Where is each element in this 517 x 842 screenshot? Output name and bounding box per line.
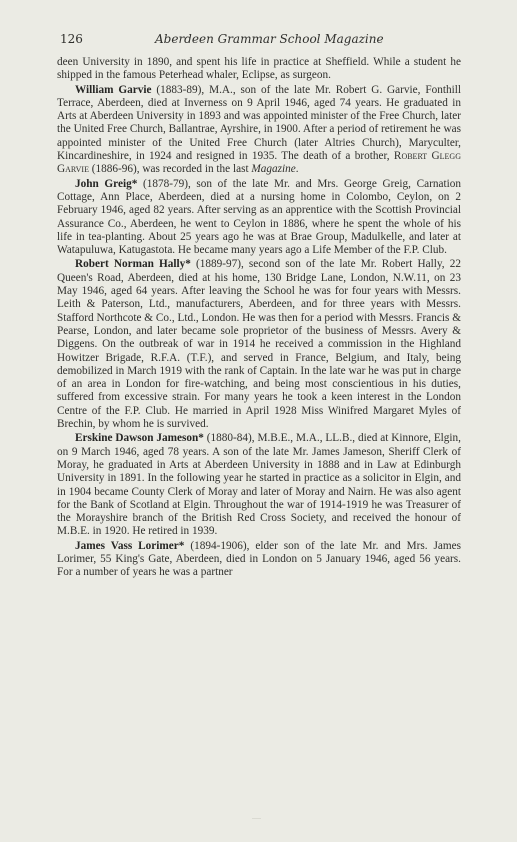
page-header [60, 32, 460, 52]
entry-text-after: (1886-96), was recorded in the last [88, 163, 252, 176]
page-mark: ― [252, 814, 261, 824]
obituary-entry-erskine-dawson-jameson [57, 432, 461, 538]
entry-name: John Greig* [75, 177, 138, 190]
obituary-entry-robert-norman-hally [57, 258, 461, 431]
entry-italic-title: Magazine [251, 163, 296, 176]
paragraph-text: deen University in 1890, and spent his life in practice at Sheffield. While a student he shipped in the famous Peterhead whaler, Eclipse, as surgeon. [57, 56, 461, 82]
entry-name: William Garvie [75, 83, 152, 96]
entry-name: James Vass Lorimer* [75, 539, 185, 552]
entry-text: (1894-1906), elder son of the late Mr. and Mrs. James Lorimer, 55 King's Gate, Aberdeen, died in London on 5 January 1946, aged 56 years. For a number of years he was a partner [57, 539, 461, 579]
page-number: 126 [60, 32, 83, 46]
obituary-text [57, 56, 461, 581]
running-title: Aberdeen Grammar School Magazine [155, 32, 384, 46]
entry-text-end: . [295, 163, 299, 176]
entry-name: Erskine Dawson Jameson* [75, 432, 204, 445]
entry-text: (1880-84), M.B.E., M.A., LL.B., died at Kinnore, Elgin, on 9 March 1946, aged 78 years. A son of the late Mr. James Jameson, Sheriff Clerk of Moray, he graduated in Arts at Aberdeen University in 1888 and in Law at Edinburgh University in 1891. In the following year he started in practice as a solicitor in Elgin, and in 1904 became County Clerk of Moray and later of Moray and Nairn. He was also agent for the Bank of Scotland at Elgin. Throughout the war of 1914-1919 he was Treasurer of the Morayshire branch of the British Red Cross Society, and received the honour of M.B.E. in 1920. He retired in 1939. [57, 432, 461, 538]
entry-smallcaps-name: Robert Glegg Garvie [57, 150, 461, 176]
entry-text: (1883-89), M.A., son of the late Mr. Robert G. Garvie, Fonthill Terrace, Aberdeen, died at Inverness on 9 April 1946, aged 74 years. He graduated in Arts at Aberdeen University in 1893 and was appointed minister of the Free Church, later the United Free Church, Ballantrae, Ayrshire, in 1900. After a period of retirement he was appointed minister of the United Free Church (later Altries Church), Maryculter, Kincardineshire, in 1924 and resigned in 1935. The death of a brother, [57, 83, 461, 163]
obituary-entry-john-greig [57, 178, 461, 258]
obituary-entry-james-vass-lorimer [57, 540, 461, 580]
entry-name: Robert Norman Hally* [75, 258, 191, 271]
obituary-entry-william-garvie [57, 84, 461, 177]
entry-text: (1878-79), son of the late Mr. and Mrs. George Greig, Carnation Cottage, Ann Place, Aberdeen, died at a nursing home in Colombo, Ceylon, on 2 February 1946, aged 82 years. After serving as an apprentice with the Scottish Provincial Assurance Co., Aberdeen, he went to Ceylon in 1886, where he spent the whole of his life in tea-planting. About 25 years ago he was at Brae Group, Madulkelle, and later at Watapuluwa, Katugastota. He became many years ago a Life Member of the F.P. Club. [57, 177, 461, 257]
paragraph-continuation [57, 56, 461, 83]
entry-text: (1889-97), second son of the late Mr. Robert Hally, 22 Queen's Road, Aberdeen, died at his home, 130 Bridge Lane, London, N.W.11, on 23 May 1946, aged 64 years. After leaving the School he was for four years with Messrs. Leith & Paterson, Ltd., manufacturers, Aberdeen, and for three years with Messrs. Stafford Northcote & Co., Ltd., London. He was then for a period with Messrs. Francis & Pearse, London, and later became sole proprietor of the business of Messrs. Avery & Diggens. On the outbreak of war in 1914 he received a commission in the Highland Howitzer Brigade, R.F.A. (T.F.), and served in France, Belgium, and Italy, being demobilized in March 1919 with the rank of Captain. In the late war he was put in charge of an area in London for fire-watching, and being most conscientious in his duties, suffered from excessive strain. For many years he took a keen interest in the London Centre of the F.P. Club. He married in April 1928 Miss Winifred Margaret Myles of Brechin, by whom he is survived. [57, 258, 461, 431]
